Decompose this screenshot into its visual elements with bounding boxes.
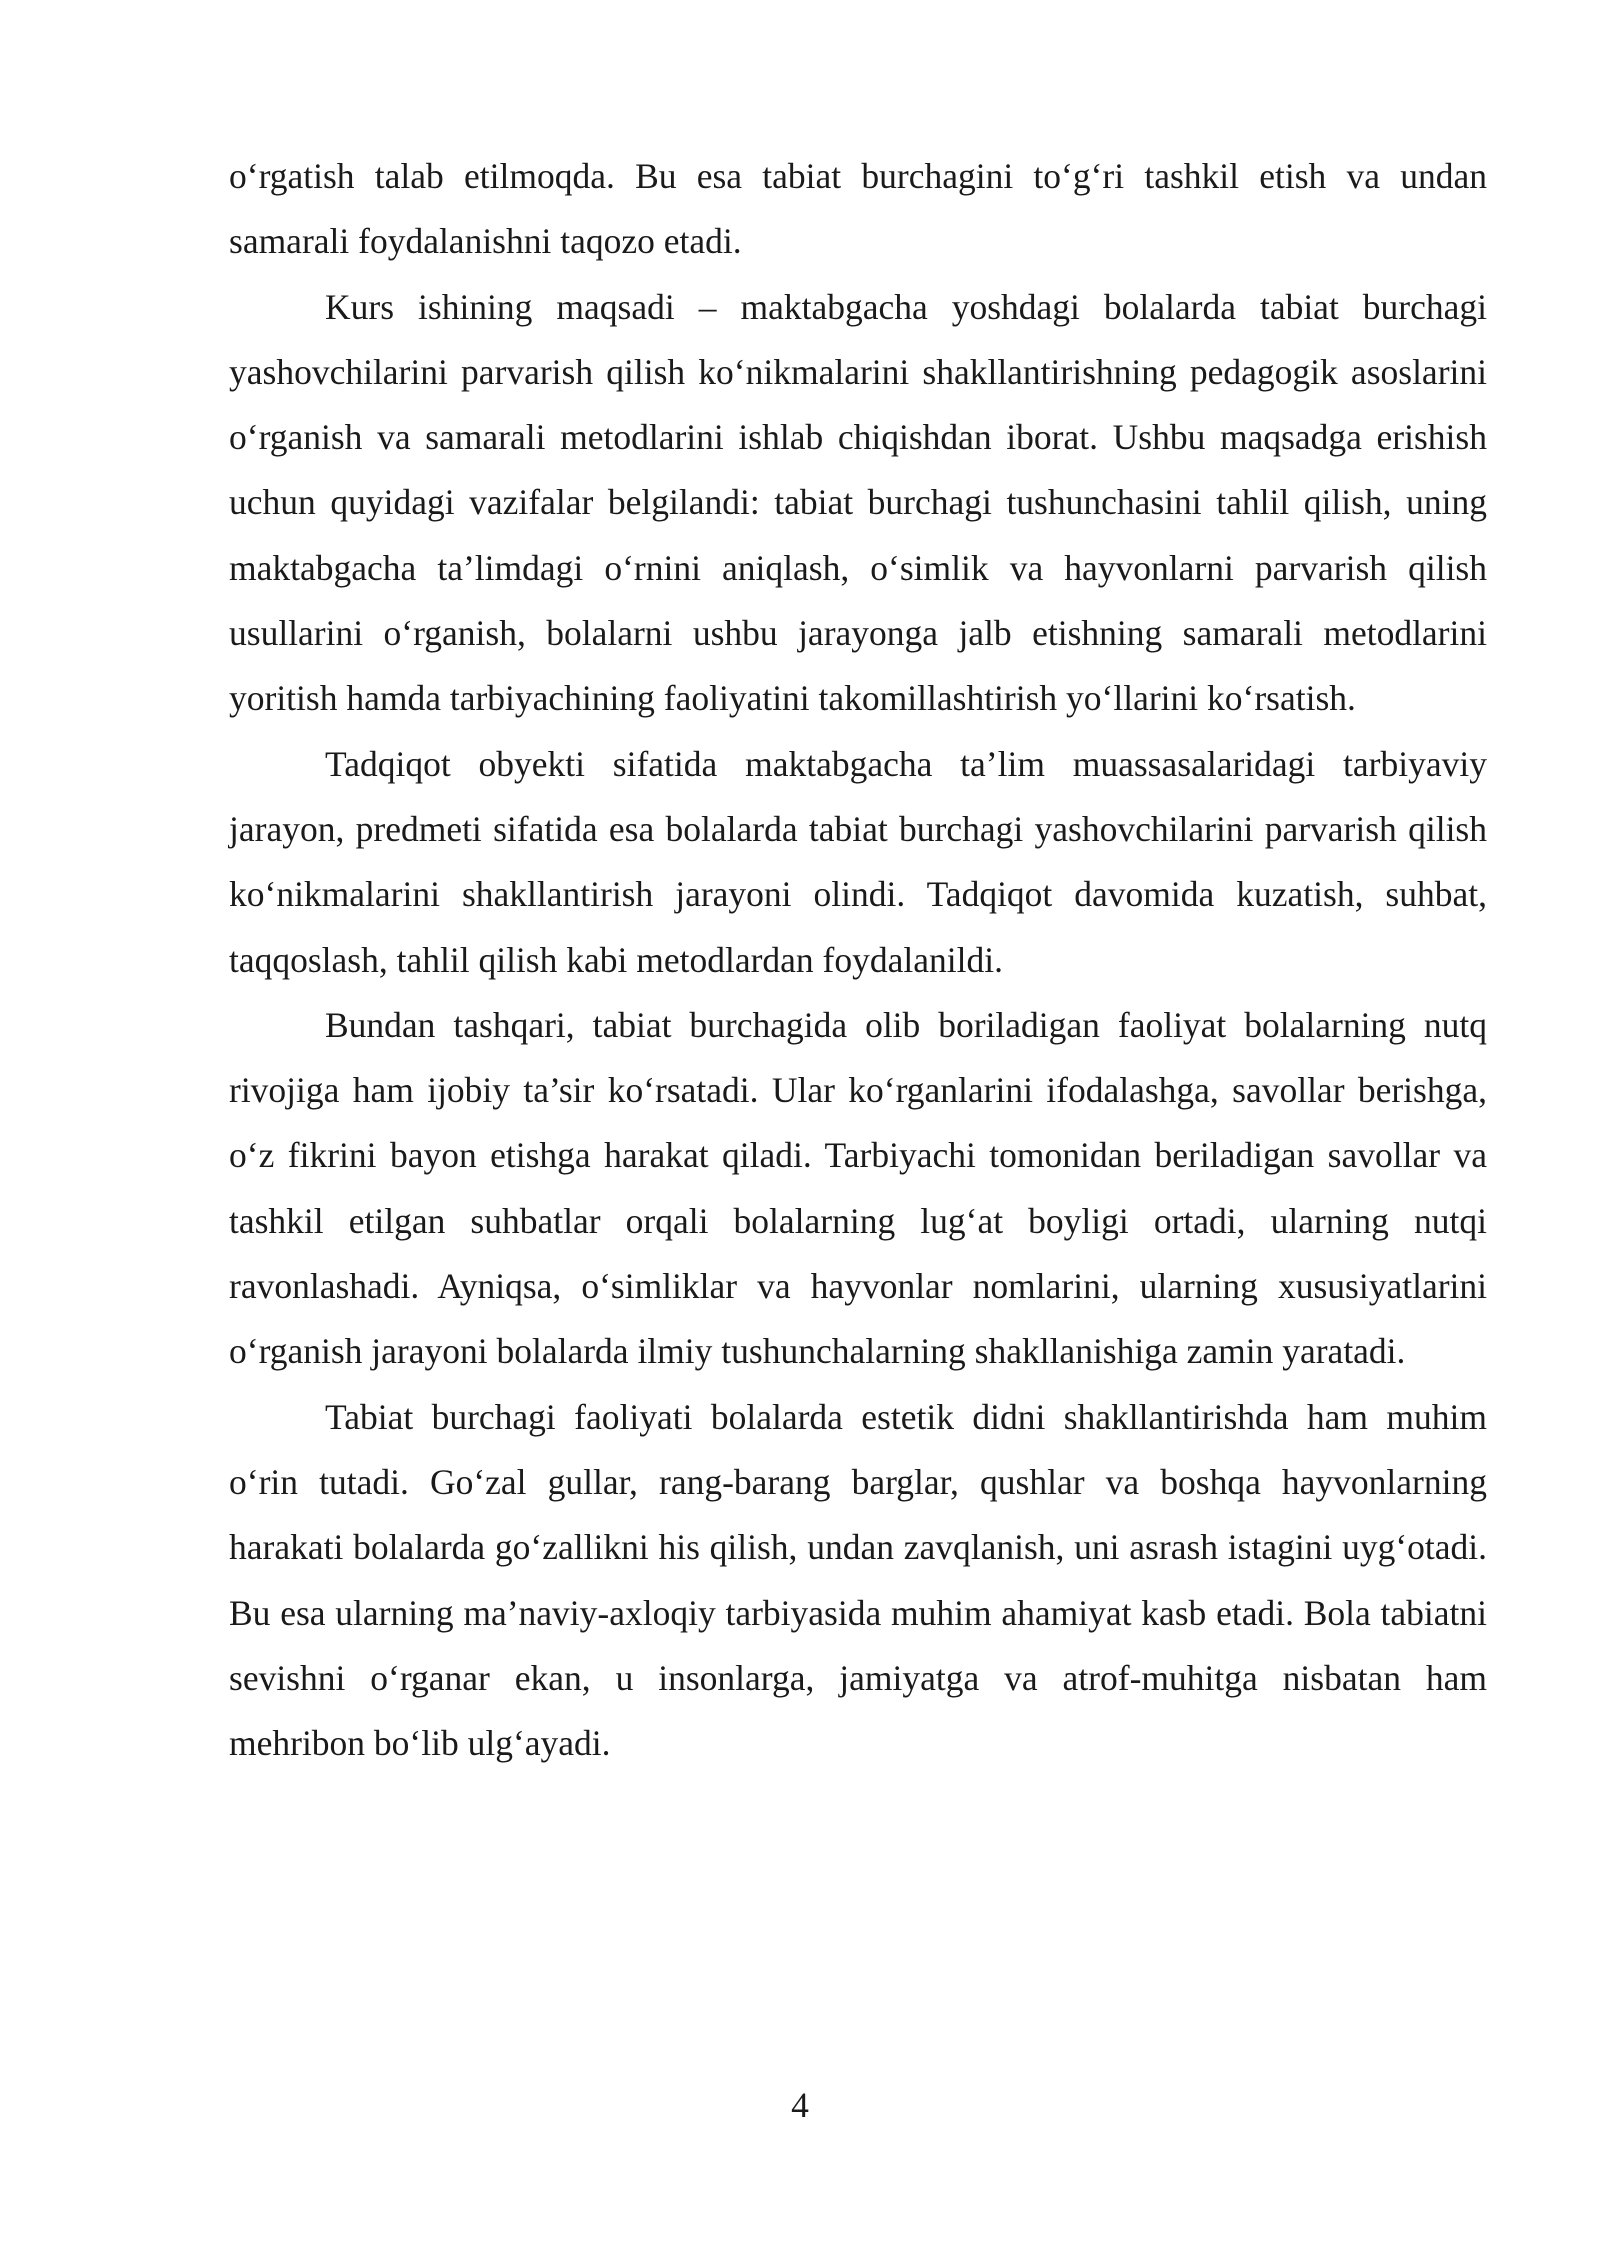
body-text xyxy=(229,144,1487,1776)
paragraph: Tadqiqot obyekti sifatida maktabgacha ta’lim muassasalaridagi tarbiyaviy jarayon, predmeti sifatida esa bolalarda tabiat burchagi yashovchilarini parvarish qilish ko‘nikmalarini shakllantirish jarayoni olindi. Tadqiqot davomida kuzatish, suhbat, taqqoslash, tahlil qilish kabi metodlardan foydalanildi. xyxy=(229,743,1487,980)
page-number: 4 xyxy=(791,2085,809,2125)
paragraph: Bundan tashqari, tabiat burchagida olib boriladigan faoliyat bolalarning nutq rivojiga ham ijobiy ta’sir ko‘rsatadi. Ular ko‘rganlarini ifodalashga, savollar berishga, o‘z fikrini bayon etishga harakat qiladi. Tarbiyachi tomonidan beriladigan savollar va tashkil etilgan suhbatlar orqali bolalarning lug‘at boyligi ortadi, ularning nutqi ravonlashadi. Ayniqsa, o‘simliklar va hayvonlar nomlarini, ularning xususiyatlarini o‘rganish jarayoni bolalarda ilmiy tushunchalarning shakllanishiga zamin yaratadi. xyxy=(229,1004,1487,1372)
paragraph: Tabiat burchagi faoliyati bolalarda estetik didni shakllantirishda ham muhim o‘rin tutadi. Go‘zal gullar, rang-barang barglar, qushlar va boshqa hayvonlarning harakati bolalarda go‘zallikni his qilish, undan zavqlanish, uni asrash istagini uyg‘otadi. Bu esa ularning ma’naviy-axloqiy tarbiyasida muhim ahamiyat kasb etadi. Bola tabiatni sevishni o‘rganar ekan, u insonlarga, jamiyatga va atrof-muhitga nisbatan ham mehribon bo‘lib ulg‘ayadi. xyxy=(229,1396,1487,1764)
paragraph: o‘rgatish talab etilmoqda. Bu esa tabiat burchagini to‘g‘ri tashkil etish va undan samarali foydalanishni taqozo etadi. xyxy=(229,156,1487,262)
paragraph: Kurs ishining maqsadi – maktabgacha yoshdagi bolalarda tabiat burchagi yashovchilarini parvarish qilish ko‘nikmalarini shakllantirishning pedagogik asoslarini o‘rganish va samarali metodlarini ishlab chiqishdan iborat. Ushbu maqsadga erishish uchun quyidagi vazifalar belgilandi: tabiat burchagi tushunchasini tahlil qilish, uning maktabgacha ta’limdagi o‘rnini aniqlash, o‘simlik va hayvonlarni parvarish qilish usullarini o‘rganish, bolalarni ushbu jarayonga jalb etishning samarali metodlarini yoritish hamda tarbiyachining faoliyatini takomillashtirish yo‘llarini ko‘rsatish. xyxy=(229,286,1487,719)
